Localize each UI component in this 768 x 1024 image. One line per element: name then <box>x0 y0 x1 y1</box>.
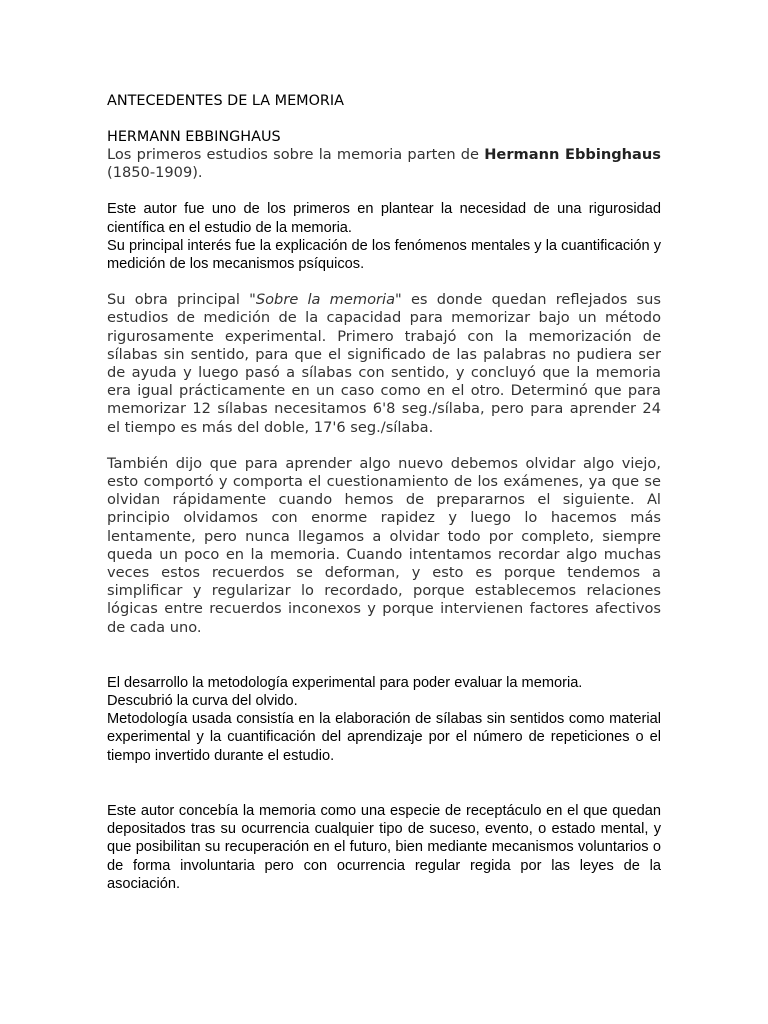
obra-text-before: Su obra principal " <box>107 291 256 309</box>
paragraph-interes: Su principal interés fue la explicación de los fenómenos mentales y la cuantificación y medición de los mecanismos psíquicos. <box>107 237 661 273</box>
spacer <box>107 765 661 802</box>
paragraph-metodologia-usada: Metodología usada consistía en la elaboración de sílabas sin sentidos como material experimental y la cuantificación del aprendizaje por el número de repeticiones o el tiempo invertido durante el estudio. <box>107 711 661 764</box>
spacer <box>107 273 661 291</box>
paragraph-obra-principal <box>107 291 661 437</box>
paragraph-necesidad: Este autor fue uno de los primeros en plantear la necesidad de una rigurosidad científica en el estudio de la memoria. <box>107 201 661 236</box>
paragraph-curva: Descubrió la curva del olvido. <box>107 693 298 710</box>
intro-dates: (1850-1909). <box>107 164 203 182</box>
intro-text: Los primeros estudios sobre la memoria parten de <box>107 146 485 163</box>
intro-paragraph <box>107 146 661 182</box>
section-heading: HERMANN EBBINGHAUS <box>107 129 281 145</box>
spacer <box>107 637 661 674</box>
author-name: Hermann Ebbinghaus <box>484 146 661 163</box>
paragraph-receptaculo: Este autor concebía la memoria como una especie de receptáculo en el que quedan depositados tras su ocurrencia cualquier tipo de suceso, evento, o estado mental, y que posibilitan su recuperación en el futuro, bien mediante mecanismos voluntarios o de forma involuntaria pero con ocurrencia regular regida por las leyes de la asociación. <box>107 802 661 892</box>
spacer <box>107 110 661 128</box>
paragraph-metodologia: El desarrollo la metodología experimental para poder evaluar la memoria. <box>107 674 583 691</box>
document-title: ANTECEDENTES DE LA MEMORIA <box>107 93 345 109</box>
spacer <box>107 437 661 455</box>
paragraph-olvido: También dijo que para aprender algo nuevo debemos olvidar algo viejo, esto comportó y comporta el cuestionamiento de los exámenes, ya que se olvidan rápidamente cuando hemos de prepararnos el siguiente. Al principio olvidamos con enorme rapidez y luego lo hacemos más lentamente, pero nunca llegamos a olvidar todo por completo, siempre queda un poco en la memoria. Cuando intentamos recordar algo muchas veces estos recuerdos se deforman, y esto es porque tendemos a simplificar y regularizar lo recordado, porque establecemos relaciones lógicas entre recuerdos inconexos y porque intervienen factores afectivos de cada uno. <box>107 454 661 636</box>
document-page <box>107 92 661 893</box>
obra-text-after: " es donde quedan reflejados sus estudios de medición de la capacidad para memorizar bajo un método rigurosamente experimental. Primero trabajó con la memorización de sílabas sin sentido, para que el significado de las palabras no pudiera ser de ayuda y luego pasó a sílabas con sentido, y concluyó que la memoria era igual prácticamente en un caso como en el otro. Determinó que para memorizar 12 sílabas necesitamos 6'8 seg./sílaba, pero para aprender 24 el tiempo es más del doble, 17'6 seg./sílaba. <box>107 291 662 436</box>
spacer <box>107 182 661 200</box>
book-title: Sobre la memoria <box>255 291 396 309</box>
